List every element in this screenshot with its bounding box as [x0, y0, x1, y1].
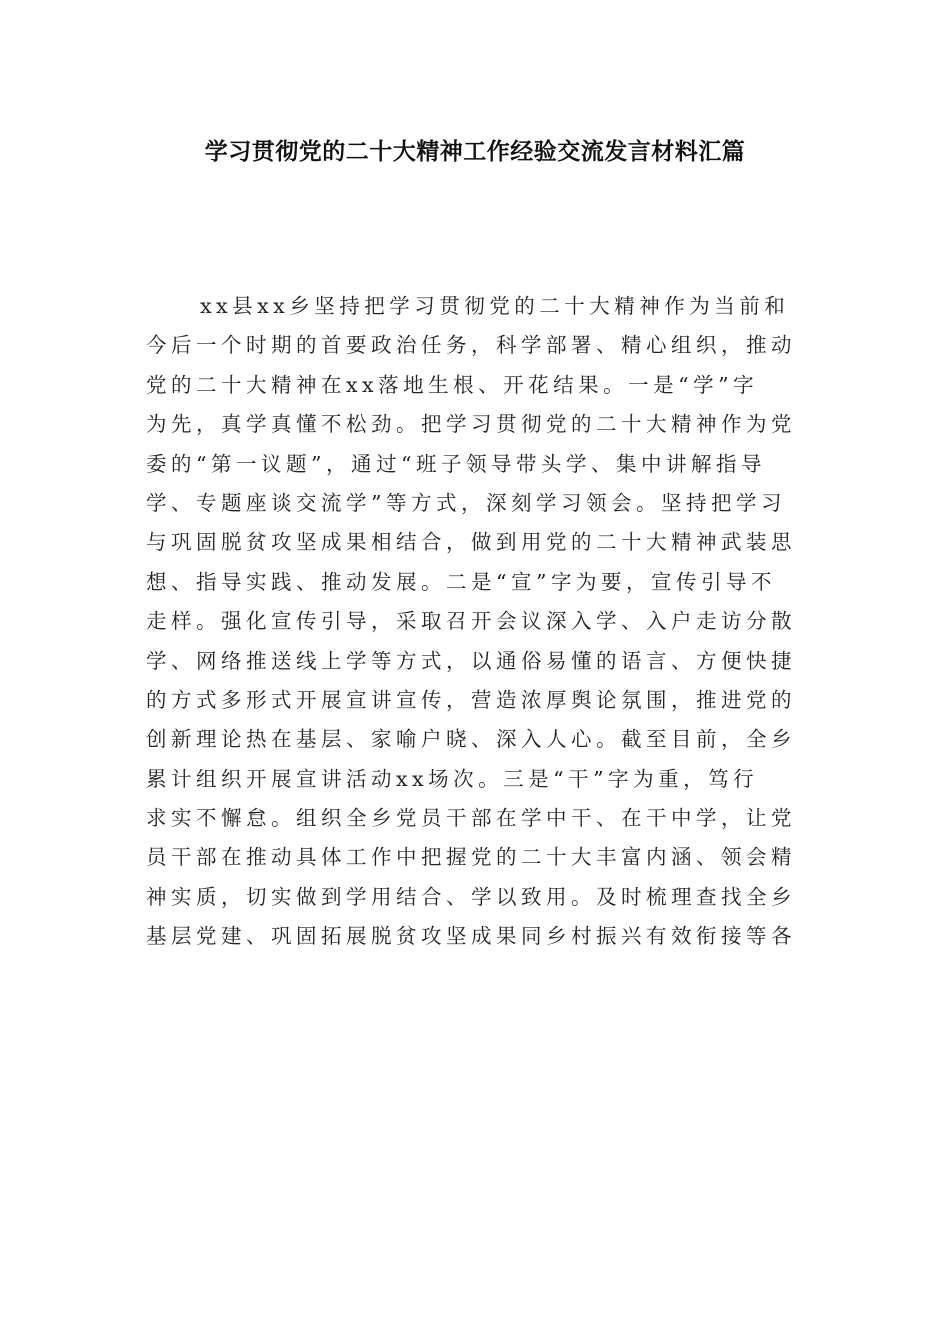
paragraph-line: 委的“第一议题”，通过“班子领导带头学、集中讲解指导	[146, 451, 766, 476]
paragraph-line: 求实不懈怠。组织全乡党员干部在学中干、在干中学，让党	[146, 806, 796, 831]
paragraph-line: 为先，真学真懂不松劲。把学习贯彻党的二十大精神作为党	[146, 412, 796, 437]
paragraph-line: xx县xx乡坚持把学习贯彻党的二十大精神作为当前和	[200, 294, 790, 318]
paragraph-line: 神实质，切实做到学用结合、学以致用。及时梳理查找全乡	[146, 884, 796, 909]
paragraph-line: 学、专题座谈交流学”等方式，深刻学习领会。坚持把学习	[146, 490, 786, 515]
paragraph-line: 与巩固脱贫攻坚成果相结合，做到用党的二十大精神武装思	[146, 530, 796, 555]
paragraph-line: 累计组织开展宣讲活动xx场次。三是“干”字为重，笃行	[146, 766, 759, 791]
paragraph-line: 学、网络推送线上学等方式，以通俗易懂的语言、方便快捷	[146, 648, 796, 673]
paragraph-line: 今后一个时期的首要政治任务，科学部署、精心组织，推动	[146, 333, 796, 358]
paragraph-line: 创新理论热在基层、家喻户晓、深入人心。截至目前，全乡	[146, 727, 796, 752]
document-title: 学习贯彻党的二十大精神工作经验交流发言材料汇篇	[204, 139, 746, 165]
paragraph-line: 想、指导实践、推动发展。二是“宣”字为要，宣传引导不	[146, 569, 776, 594]
paragraph-line: 的方式多形式开展宣讲宣传，营造浓厚舆论氛围，推进党的	[146, 687, 796, 712]
paragraph-line: 党的二十大精神在xx落地生根、开花结果。一是“学”字	[146, 372, 759, 397]
paragraph-line: 走样。强化宣传引导，采取召开会议深入学、入户走访分散	[146, 609, 796, 634]
paragraph-line: 员干部在推动具体工作中把握党的二十大丰富内涵、领会精	[146, 845, 796, 870]
paragraph-line: 基层党建、巩固拓展脱贫攻坚成果同乡村振兴有效衔接等各	[146, 924, 796, 949]
body-paragraph	[146, 287, 802, 957]
